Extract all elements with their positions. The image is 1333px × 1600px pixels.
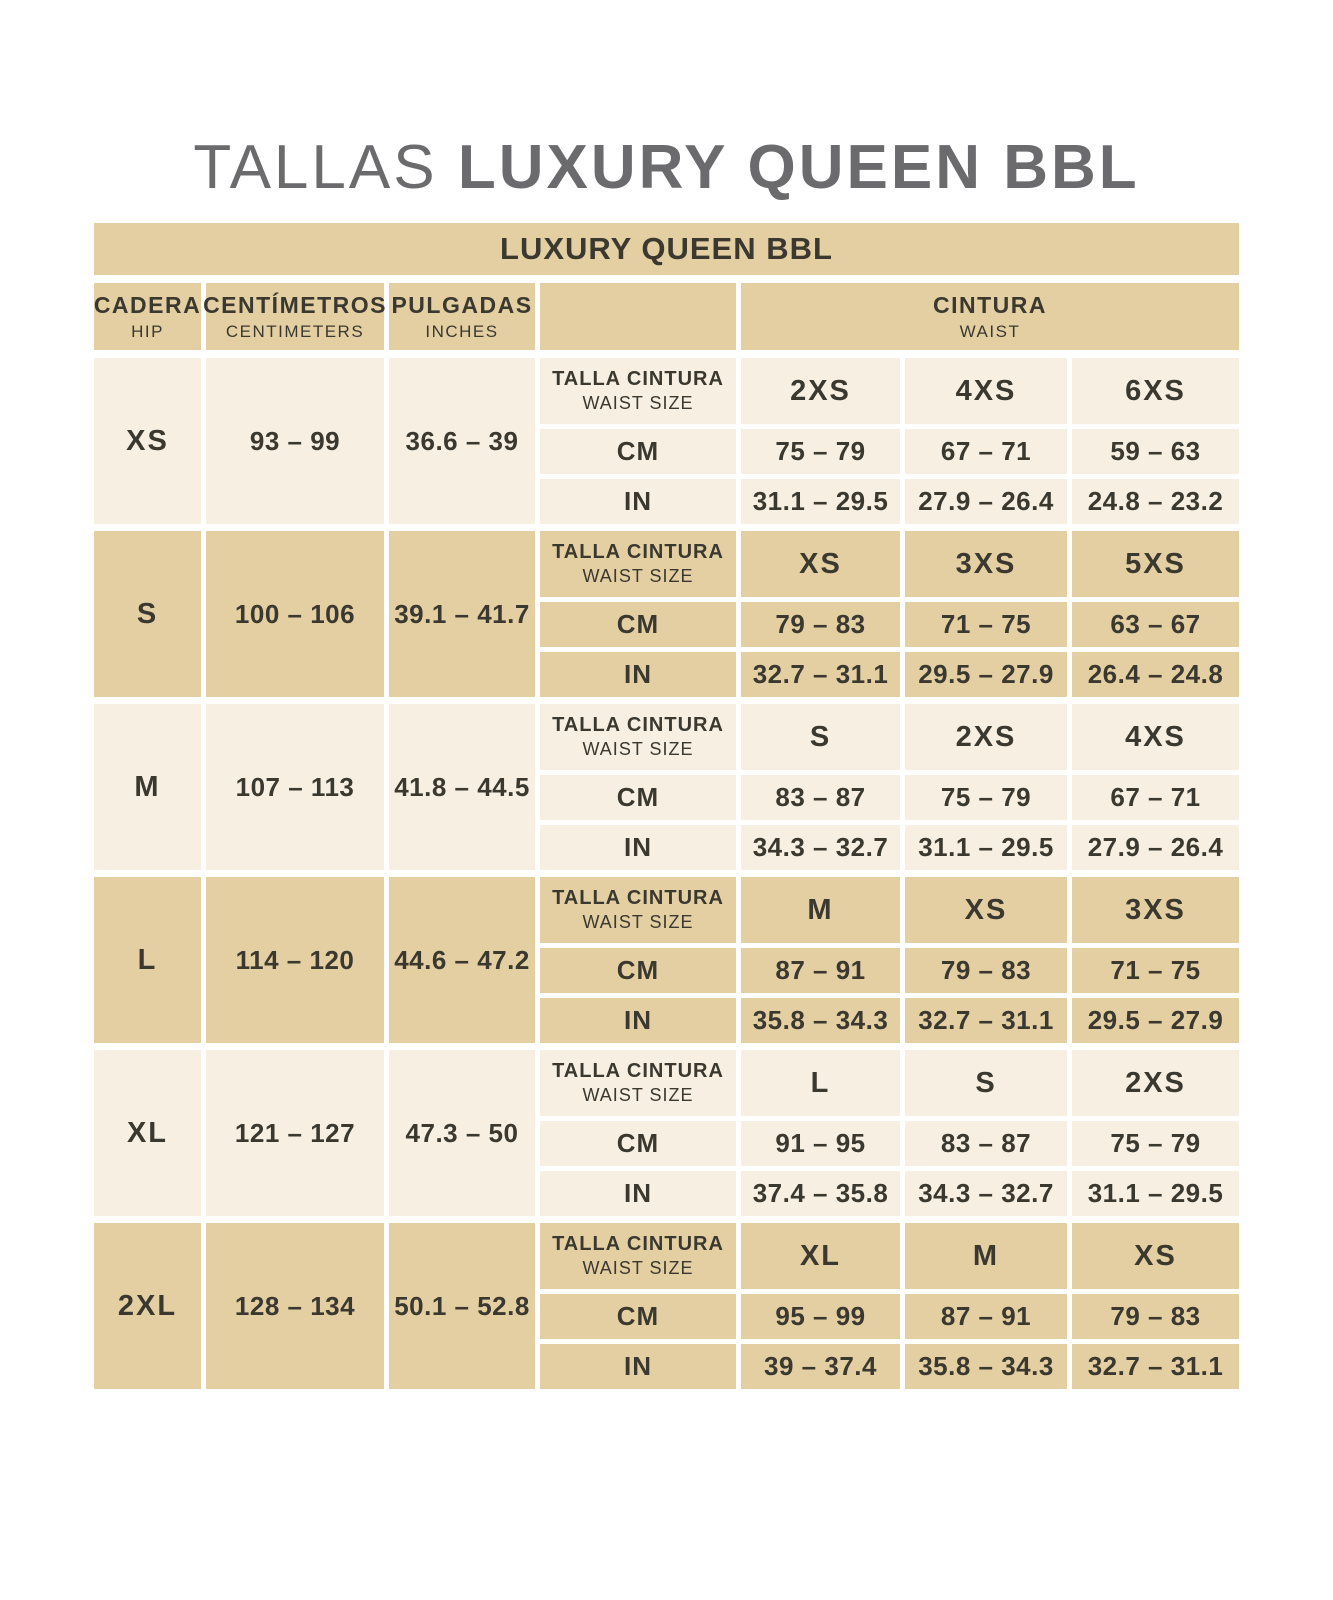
waist-size-value: M (905, 1223, 1067, 1289)
waist-in-value: 32.7 – 31.1 (741, 652, 900, 697)
in-label-cell: IN (540, 1344, 736, 1389)
header-inches-secondary: INCHES (425, 321, 499, 341)
waist-in-value: 31.1 – 29.5 (1072, 1171, 1239, 1216)
header-hip-secondary: HIP (131, 321, 164, 341)
hip-size-cell: S (94, 531, 201, 697)
waist-cm-value: 59 – 63 (1072, 429, 1239, 474)
hip-in-cell: 50.1 – 52.8 (389, 1223, 535, 1389)
waist-in-value: 35.8 – 34.3 (741, 998, 900, 1043)
waist-size-label-secondary: WAIST SIZE (582, 393, 694, 413)
waist-size-label-cell (540, 531, 736, 597)
waist-size-label-cell (540, 1223, 736, 1289)
waist-size-label-primary: TALLA CINTURA (552, 887, 724, 909)
waist-cm-value: 75 – 79 (741, 429, 900, 474)
waist-size-label-primary: TALLA CINTURA (552, 368, 724, 390)
waist-cm-value: 83 – 87 (741, 775, 900, 820)
header-hip-primary: CADERA (93, 291, 202, 318)
waist-size-label-cell (540, 358, 736, 424)
waist-in-value: 24.8 – 23.2 (1072, 479, 1239, 524)
cm-label-cell: CM (540, 775, 736, 820)
waist-in-value: 26.4 – 24.8 (1072, 652, 1239, 697)
page-title (0, 0, 1333, 203)
table-title: LUXURY QUEEN BBL (500, 231, 833, 266)
in-label-cell: IN (540, 1171, 736, 1216)
header-centimeters-secondary: CENTIMETERS (225, 321, 365, 341)
waist-size-value: 5XS (1072, 531, 1239, 597)
waist-size-value: 4XS (1072, 704, 1239, 770)
waist-cm-value: 67 – 71 (1072, 775, 1239, 820)
hip-size-cell: M (94, 704, 201, 870)
waist-in-value: 27.9 – 26.4 (905, 479, 1067, 524)
waist-in-value: 27.9 – 26.4 (1072, 825, 1239, 870)
waist-size-label-cell (540, 877, 736, 943)
waist-cm-value: 71 – 75 (905, 602, 1067, 647)
header-hip (94, 283, 201, 350)
header-waist-secondary: WAIST (959, 321, 1021, 341)
waist-cm-value: 95 – 99 (741, 1294, 900, 1339)
hip-cm-cell: 93 – 99 (206, 358, 384, 524)
waist-size-label-secondary: WAIST SIZE (582, 566, 694, 586)
page-title-light: TALLAS (193, 133, 438, 202)
header-waist-primary: CINTURA (933, 291, 1047, 318)
waist-size-label-primary: TALLA CINTURA (552, 1060, 724, 1082)
hip-size-cell: 2XL (94, 1223, 201, 1389)
in-label-cell: IN (540, 998, 736, 1043)
waist-in-value: 39 – 37.4 (741, 1344, 900, 1389)
hip-size-cell: L (94, 877, 201, 1043)
hip-in-cell: 36.6 – 39 (389, 358, 535, 524)
waist-in-value: 37.4 – 35.8 (741, 1171, 900, 1216)
hip-cm-cell: 121 – 127 (206, 1050, 384, 1216)
waist-in-value: 31.1 – 29.5 (905, 825, 1067, 870)
hip-in-cell: 47.3 – 50 (389, 1050, 535, 1216)
waist-size-label-secondary: WAIST SIZE (582, 739, 694, 759)
waist-size-label-primary: TALLA CINTURA (552, 714, 724, 736)
size-row-group-2xl (94, 1223, 1239, 1389)
size-chart-table (94, 223, 1239, 1389)
hip-in-cell: 39.1 – 41.7 (389, 531, 535, 697)
waist-size-value: 6XS (1072, 358, 1239, 424)
waist-size-value: M (741, 877, 900, 943)
waist-size-value: 2XS (1072, 1050, 1239, 1116)
cm-label-cell: CM (540, 1294, 736, 1339)
waist-size-value: S (741, 704, 900, 770)
header-blank-cell (540, 283, 736, 350)
waist-size-value: 2XS (741, 358, 900, 424)
waist-cm-value: 63 – 67 (1072, 602, 1239, 647)
waist-size-value: 2XS (905, 704, 1067, 770)
waist-cm-value: 79 – 83 (741, 602, 900, 647)
waist-size-value: L (741, 1050, 900, 1116)
table-title-band (94, 223, 1239, 275)
waist-cm-value: 71 – 75 (1072, 948, 1239, 993)
waist-size-label-primary: TALLA CINTURA (552, 1233, 724, 1255)
hip-cm-cell: 114 – 120 (206, 877, 384, 1043)
waist-size-label-secondary: WAIST SIZE (582, 1258, 694, 1278)
waist-in-value: 35.8 – 34.3 (905, 1344, 1067, 1389)
in-label-cell: IN (540, 652, 736, 697)
header-inches-primary: PULGADAS (391, 291, 533, 318)
waist-size-value: XS (1072, 1223, 1239, 1289)
waist-cm-value: 79 – 83 (905, 948, 1067, 993)
header-centimeters (203, 283, 387, 350)
waist-cm-value: 87 – 91 (741, 948, 900, 993)
table-header-row (94, 283, 1239, 350)
cm-label-cell: CM (540, 1121, 736, 1166)
cm-label-cell: CM (540, 948, 736, 993)
waist-in-value: 32.7 – 31.1 (905, 998, 1067, 1043)
hip-size-cell: XS (94, 358, 201, 524)
waist-size-label-cell (540, 1050, 736, 1116)
size-row-group-l (94, 877, 1239, 1043)
waist-cm-value: 79 – 83 (1072, 1294, 1239, 1339)
page-title-bold: LUXURY QUEEN BBL (457, 133, 1140, 202)
waist-size-value: 4XS (905, 358, 1067, 424)
waist-in-value: 29.5 – 27.9 (1072, 998, 1239, 1043)
waist-cm-value: 91 – 95 (741, 1121, 900, 1166)
size-row-group-s (94, 531, 1239, 697)
header-centimeters-primary: CENTÍMETROS (203, 291, 387, 318)
waist-size-label-secondary: WAIST SIZE (582, 912, 694, 932)
waist-cm-value: 75 – 79 (1072, 1121, 1239, 1166)
size-row-group-xl (94, 1050, 1239, 1216)
waist-size-value: 3XS (905, 531, 1067, 597)
waist-in-value: 29.5 – 27.9 (905, 652, 1067, 697)
hip-in-cell: 44.6 – 47.2 (389, 877, 535, 1043)
header-waist (741, 283, 1239, 350)
waist-cm-value: 87 – 91 (905, 1294, 1067, 1339)
hip-in-cell: 41.8 – 44.5 (389, 704, 535, 870)
waist-in-value: 32.7 – 31.1 (1072, 1344, 1239, 1389)
waist-size-label-cell (540, 704, 736, 770)
waist-in-value: 34.3 – 32.7 (905, 1171, 1067, 1216)
size-row-group-m (94, 704, 1239, 870)
cm-label-cell: CM (540, 429, 736, 474)
size-row-group-xs (94, 358, 1239, 524)
waist-cm-value: 75 – 79 (905, 775, 1067, 820)
cm-label-cell: CM (540, 602, 736, 647)
waist-size-value: XS (905, 877, 1067, 943)
hip-cm-cell: 107 – 113 (206, 704, 384, 870)
in-label-cell: IN (540, 479, 736, 524)
hip-cm-cell: 100 – 106 (206, 531, 384, 697)
waist-size-value: S (905, 1050, 1067, 1116)
waist-size-value: 3XS (1072, 877, 1239, 943)
hip-size-cell: XL (94, 1050, 201, 1216)
waist-size-value: XS (741, 531, 900, 597)
header-inches (389, 283, 535, 350)
waist-in-value: 34.3 – 32.7 (741, 825, 900, 870)
waist-cm-value: 83 – 87 (905, 1121, 1067, 1166)
waist-in-value: 31.1 – 29.5 (741, 479, 900, 524)
in-label-cell: IN (540, 825, 736, 870)
waist-cm-value: 67 – 71 (905, 429, 1067, 474)
waist-size-label-secondary: WAIST SIZE (582, 1085, 694, 1105)
waist-size-label-primary: TALLA CINTURA (552, 541, 724, 563)
hip-cm-cell: 128 – 134 (206, 1223, 384, 1389)
waist-size-value: XL (741, 1223, 900, 1289)
